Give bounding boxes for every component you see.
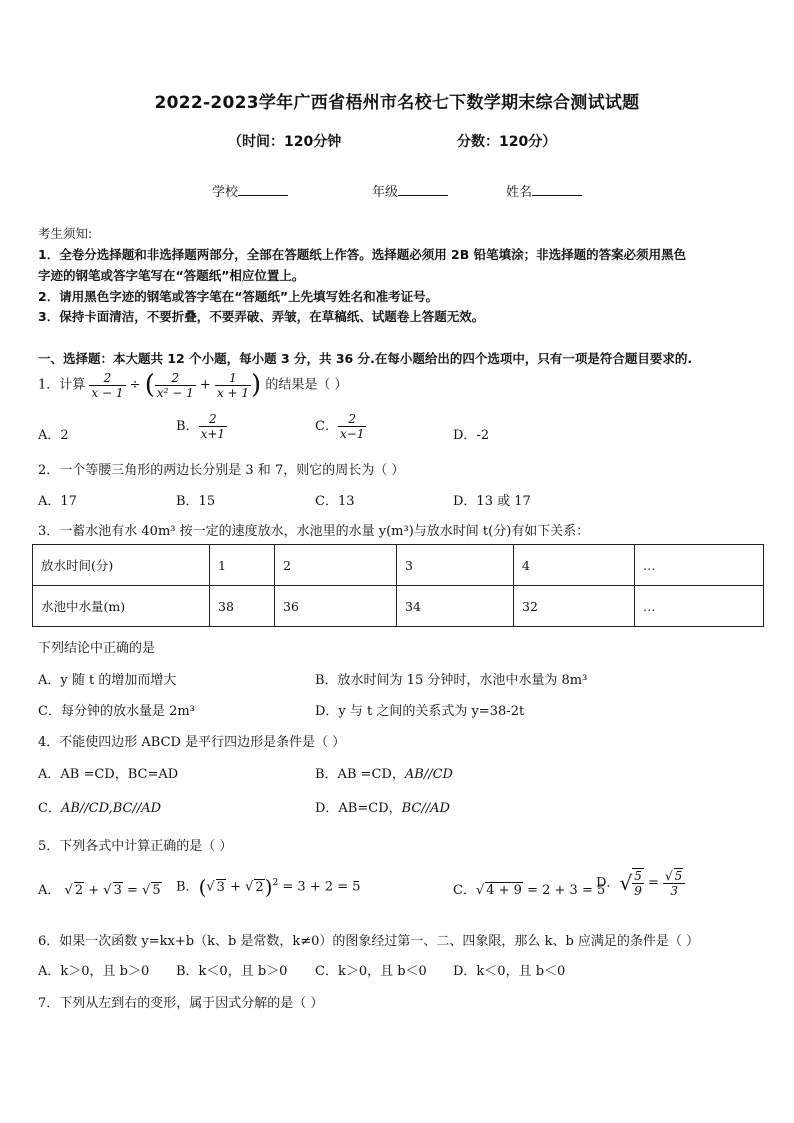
table-row bbox=[33, 586, 764, 627]
q2-option-d[interactable]: D．13 或 17 bbox=[453, 494, 531, 509]
question-4: 4．不能使四边形 ABCD 是平行四边形是条件是（ ） bbox=[38, 735, 346, 750]
q6-option-b[interactable]: B．k＜0，且 b＞0 bbox=[176, 964, 288, 979]
q1-fraction-1: $\frac{2}{x - 1}$ bbox=[91, 370, 124, 400]
table-cell: 1 bbox=[210, 545, 275, 586]
q1-divide: ÷ bbox=[129, 377, 141, 393]
question-2: 2．一个等腰三角形的两边长分别是 3 和 7，则它的周长为（ ） bbox=[38, 463, 405, 478]
table-cell: 38 bbox=[210, 586, 275, 627]
q1-fraction-3: $\frac{1}{x + 1}$ bbox=[216, 370, 250, 400]
q4-option-d[interactable]: D．AB=CD，BC//AD bbox=[315, 801, 450, 816]
q1-plus: + bbox=[199, 377, 211, 393]
q2-option-c[interactable]: C．13 bbox=[315, 494, 355, 509]
q2-option-a[interactable]: A．17 bbox=[38, 494, 77, 509]
school-label: 学校 bbox=[212, 185, 239, 200]
q3-option-d[interactable]: D．y 与 t 之间的关系式为 y=38-2t bbox=[315, 704, 525, 719]
notice-item-3: 3．保持卡面清洁，不要折叠，不要弄破、弄皱，在草稿纸、试题卷上答题无效。 bbox=[38, 309, 485, 324]
notice-item-1: 1．全卷分选择题和非选择题两部分，全部在答题纸上作答。选择题必须用 2B 铅笔填涂；非选择题的答案必须用黑色 bbox=[38, 247, 687, 262]
q4-option-a[interactable]: A．AB =CD，BC=AD bbox=[38, 767, 179, 782]
grade-blank[interactable] bbox=[398, 183, 448, 196]
q5-option-c[interactable]: C．√ 4 + 9 = 2 + 3 = 5 bbox=[453, 883, 606, 898]
name-blank[interactable] bbox=[532, 183, 582, 196]
q5-option-d[interactable]: D．√ $\frac{5}{9}$ = $\frac{√ 5}{3}$ bbox=[596, 868, 685, 898]
q3-option-a[interactable]: A．y 随 t 的增加而增大 bbox=[38, 673, 177, 688]
table-cell: 2 bbox=[275, 545, 397, 586]
q4-option-c[interactable]: C．AB//CD,BC//AD bbox=[38, 801, 162, 816]
q3-lead: 下列结论中正确的是 bbox=[38, 641, 156, 656]
question-7: 7．下列从左到右的变形，属于因式分解的是（ ） bbox=[38, 996, 324, 1011]
question-6: 6．如果一次函数 y=kx+b（k、b 是常数，k≠0）的图象经过第一、二、四象限，那么 k、b 应满足的条件是（ ） bbox=[38, 934, 700, 949]
table-cell: … bbox=[635, 586, 764, 627]
q3-option-c[interactable]: C．每分钟的放水量是 2m³ bbox=[38, 704, 195, 719]
table-cell: 34 bbox=[397, 586, 514, 627]
q1-fraction-2: $\frac{2}{\text{x² − 1}}$ bbox=[156, 370, 194, 400]
notice-item-2: 2．请用黑色字迹的钢笔或答字笔在“答题纸”上先填写姓名和准考证号。 bbox=[38, 289, 439, 304]
name-field bbox=[506, 181, 582, 200]
exam-title: 2022-2023学年广西省梧州市名校七下数学期末综合测试试题 bbox=[154, 93, 640, 113]
notice-heading: 考生须知: bbox=[38, 226, 93, 241]
school-blank[interactable] bbox=[238, 183, 288, 196]
table-cell: 水池中水量(m) bbox=[33, 586, 210, 627]
table-cell: 放水时间(分) bbox=[33, 545, 210, 586]
q6-option-c[interactable]: C．k＞0，且 b＜0 bbox=[315, 964, 427, 979]
water-table bbox=[32, 544, 764, 627]
q1-prefix: 1．计算 bbox=[38, 377, 86, 393]
grade-label: 年级 bbox=[372, 185, 399, 200]
table-cell: 32 bbox=[514, 586, 635, 627]
name-label: 姓名 bbox=[506, 185, 533, 200]
question-1: 1．计算 $\frac{2}{x - 1}$ ÷ ( $\frac{2}{\text{x² − 1}}$ + $\frac{1}{x + 1}$ ) 的结果是（ ） bbox=[38, 370, 348, 400]
table-cell: 3 bbox=[397, 545, 514, 586]
section-heading: 一、选择题：本大题共 12 个小题，每小题 3 分，共 36 分.在每小题给出的四个选项中，只有一项是符合题目要求的. bbox=[38, 351, 693, 366]
notice-item-1-cont: 字迹的钢笔或答字笔写在“答题纸”相应位置上。 bbox=[38, 268, 305, 283]
q1-option-c[interactable]: C． $\frac{2}{x-1}$ bbox=[315, 412, 365, 441]
q4-option-b[interactable]: B．AB =CD，AB//CD bbox=[315, 767, 453, 782]
q1-option-b[interactable]: B． $\frac{2}{x+1}$ bbox=[176, 412, 226, 441]
table-cell: … bbox=[635, 545, 764, 586]
exam-time: （时间：120分钟 bbox=[228, 134, 342, 150]
table-cell: 36 bbox=[275, 586, 397, 627]
table-cell: 4 bbox=[514, 545, 635, 586]
exam-score: 分数：120分） bbox=[457, 134, 557, 150]
school-field bbox=[212, 181, 288, 200]
q5-option-a[interactable]: A． √ 2 + √ 3 = √ 5 bbox=[38, 883, 161, 898]
q1-suffix: 的结果是（ ） bbox=[265, 377, 348, 393]
table-row bbox=[33, 545, 764, 586]
q5-option-b[interactable]: B．(√ 3 + √ 2)$^2$ = 3 + 2 = 5 bbox=[176, 875, 361, 899]
q3-option-b[interactable]: B．放水时间为 15 分钟时，水池中水量为 8m³ bbox=[315, 673, 588, 688]
q1-option-d[interactable]: D．-2 bbox=[453, 428, 490, 443]
grade-field bbox=[372, 181, 448, 200]
q6-option-d[interactable]: D．k＜0，且 b＜0 bbox=[453, 964, 566, 979]
question-3: 3．一蓄水池有水 40m³ 按一定的速度放水，水池里的水量 y(m³)与放水时间 t(分)有如下关系： bbox=[38, 524, 590, 539]
q1-option-a[interactable]: A．2 bbox=[38, 428, 69, 443]
q6-option-a[interactable]: A．k＞0，且 b＞0 bbox=[38, 964, 150, 979]
question-5: 5．下列各式中计算正确的是（ ） bbox=[38, 839, 233, 854]
q2-option-b[interactable]: B．15 bbox=[176, 494, 216, 509]
